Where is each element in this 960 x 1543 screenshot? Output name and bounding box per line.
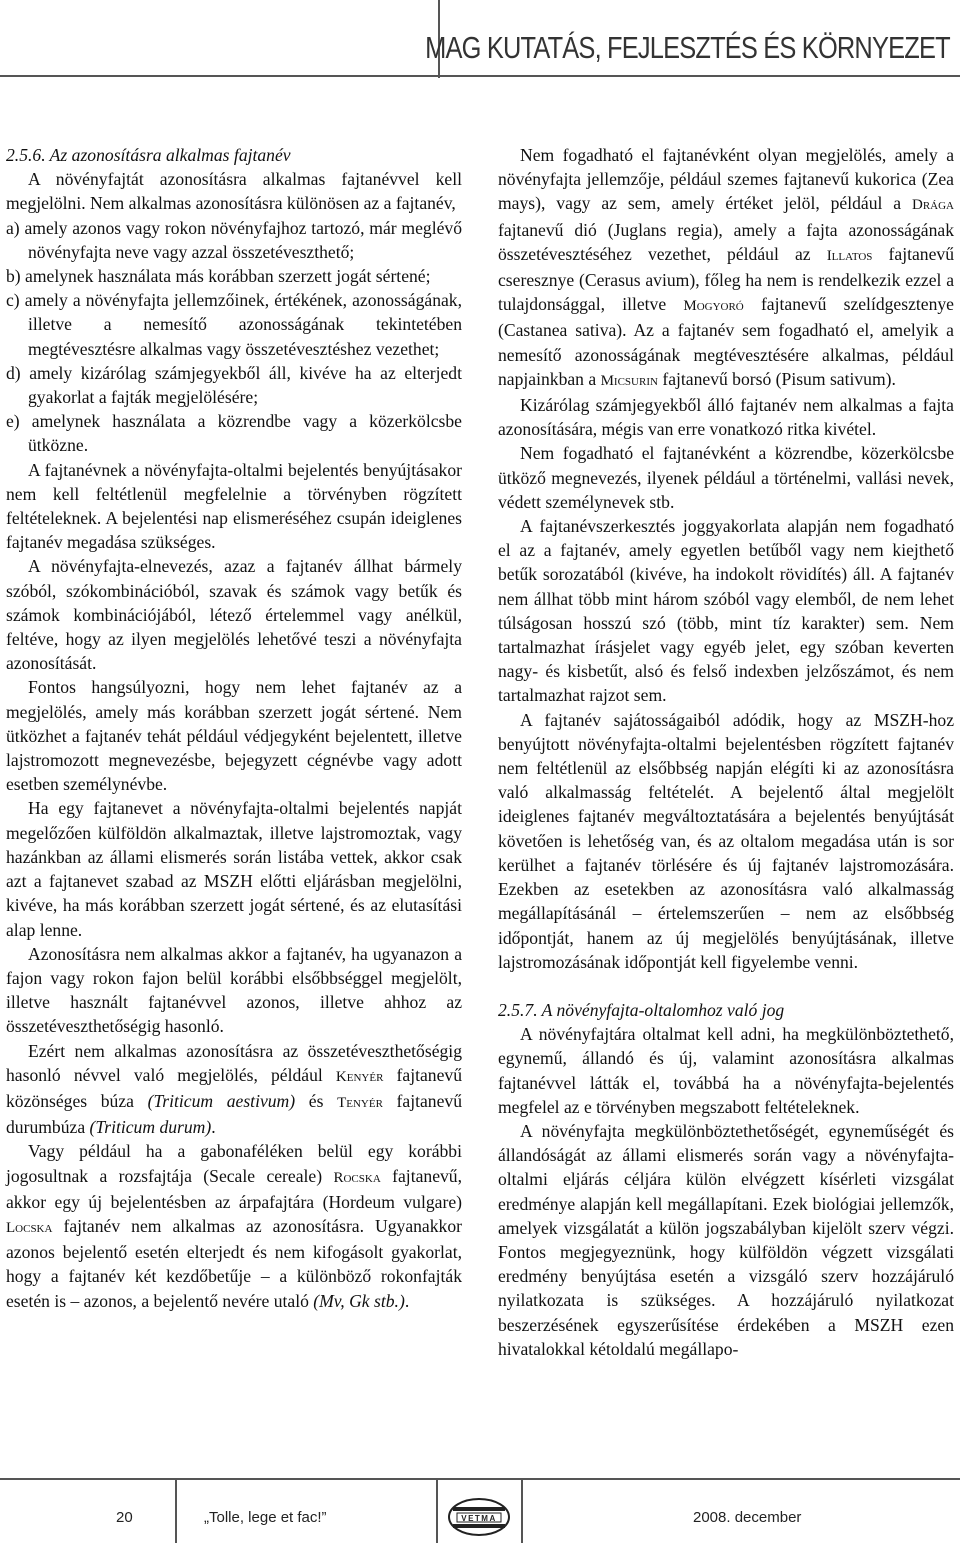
- variety-name: Rocska: [333, 1169, 381, 1186]
- paragraph: A fajtanévszerkesztés joggyakorlata alapján nem fogadható el az a fajtanév, amely egyetlen betűből vagy nem kiejthető betűk sorozatából (kivéve, ha indokolt rövidítés) áll. A fajtanév nem állhat több mint három szóból vagy elemből, de nem lehet túlságosan hosszú szó (több, mint tíz karakter) sem. Nem tartalmazhat írásjelet vagy egyéb jelet, egy szóban keverten nagy- és kisbetűt, alsó és felső indexben jelzőszámot, és nem tartalmazhat rajzot sem.: [498, 516, 954, 706]
- paragraph: A fajtanév sajátosságaiból adódik, hogy az MSZH-hoz benyújtott növényfajta-oltalmi bejelentésben rögzített fajtanév nem feltétlenül az elsőbbség napján elégíti ki az azonosításra való alkalmasság feltételét. A bejelentő által megjelölt ideiglenes fajtanév megváltoztatására a bejelentés benyújtását követően is lehetőség van, és az oltalom megadása után is sor kerülhet a fajtanév törlésére és új fajtanév lajstromozására. Ezekben az esetekben az azonosításra való alkalmasság megállapításánál – értelemszerűen – nem az elsőbbség időpontját, hanem az új megjelölés benyújtásának, illetve lajstromozásának időpontját kell figyelembe venni.: [498, 709, 954, 972]
- paragraph: Ha egy fajtanevet a növényfajta-oltalmi bejelentés napját megelőzően külföldön alkalmaztak, illetve lajstromoztak, vagy hazánkban az állami elismerés során listába vettek, akkor csak azt a fajtanevet szabad az MSZH előtti eljárásban megjelölni, kivéve, ha más korábban szerzett jogát sértené, és az elutasítási alap lenne.: [6, 798, 462, 940]
- text-run: fajtanév nem alkalmas az azonosításra. Ugyanakkor azonos bejelentő esetén elterjedt és nem kifogásolt gyakorlat, hogy a fajtanév két kezdőbetűje – a különböző rokonfajták esetén is – azonos, a bejelentő nevére utaló: [6, 1215, 462, 1311]
- text-run: fajtanevű közönséges búza: [6, 1064, 462, 1111]
- abbreviation-example: (Mv, Gk stb.): [313, 1290, 405, 1311]
- paragraph: Fontos hangsúlyozni, hogy nem lehet fajtanév az a megjelölés, amely más korábban szerzett jogát sértené. Nem ütközhet a fajtanév tehát például védjegyként bejelentett, illetve lajstromozott megnevezésbe, bejegyzett cégnévbe vagy adott esetben személynévbe.: [6, 677, 462, 795]
- list-item: a) amely azonos vagy rokon növényfajhoz tartozó, már meglévő növényfajta neve vagy azzal összetéveszthető;: [6, 217, 462, 262]
- paragraph: [6, 1039, 462, 1140]
- text-run: fajtanevű durumbúza: [6, 1090, 462, 1138]
- paragraph: A fajtanévnek a növényfajta-oltalmi bejelentés benyújtásakor nem kell feltétlenül megfelelnie a törvényben rögzített feltételeknek. A bejelentési nap elismeréséhez csupán ideiglenes fajtanév megadása szükséges.: [6, 459, 462, 553]
- footer-separator: [175, 1480, 177, 1543]
- text-run: Ezért nem alkalmas azonosításra az összetéveszthetőségig hasonló névvel való megjelölés, például: [6, 1040, 462, 1085]
- page-number: 20: [116, 1509, 133, 1526]
- section-heading-2-5-6: 2.5.6. Az azonosításra alkalmas fajtanév: [6, 145, 291, 165]
- paragraph: Azonosításra nem alkalmas akkor a fajtanév, ha ugyanazon a fajon vagy rokon fajon belül korábbi elsőbbséggel megjelölt, illetve használt fajtanévvel azonos, illetve ahhoz az összetéveszthetőségig hasonló.: [6, 943, 462, 1037]
- latin-name: (Triticum aestivum): [147, 1090, 296, 1111]
- logo-text: VETMA: [461, 1514, 497, 1523]
- footer-separator: [521, 1480, 523, 1543]
- footer-divider: [0, 1478, 960, 1480]
- section-heading-2-5-7: 2.5.7. A növényfajta-oltalomhoz való jog: [498, 999, 785, 1020]
- list-item: d) amely kizárólag számjegyekből áll, kivéve ha az elterjedt gyakorlat a fajták megjelölésére;: [6, 362, 462, 408]
- footer-separator: [436, 1480, 438, 1543]
- text-run: fajtanevű cseresznye (Cerasus avium), főleg ha nem is rendelkezik ezzel a tulajdonsággal, illetve: [498, 243, 954, 315]
- variety-name: Locska: [6, 1219, 53, 1236]
- text-run: fajtanevű dió (Juglans regia), amely a fajta azonosságának összetévesztéséhez vezethet, például az: [498, 219, 954, 264]
- text-run: Nem fogadható el fajtanévként olyan megjelölés, amely a növényfajta jellemzője, például szemes fajtanevű kukorica (Zea mays), vagy az sem, amely értéket jelöl, például a: [498, 145, 954, 214]
- list-item: b) amelynek használata más korábban szerzett jogát sértené;: [6, 266, 431, 287]
- variety-name: Micsurin: [600, 372, 658, 389]
- text-run: fajtanevű szelídgesztenye (Castanea sativa). Az a fajtanév sem fogadható el, amelyik a nemesítő azonosságának megtévesztésére alkalmas, például napjainkban a: [498, 294, 954, 389]
- publisher-logo-icon: [447, 1497, 511, 1537]
- paragraph: [498, 143, 954, 393]
- text-run: fajtanevű, akkor egy új bejelentésben az árpafajtára (Hordeum vulgare): [6, 1165, 462, 1212]
- paragraph: Nem fogadható el fajtanévként a közrendbe, közerkölcsbe ütköző megnevezés, ilyenek például a történelmi, vallási nevek, védett személynevek stb.: [498, 443, 954, 512]
- paragraph: [6, 1139, 462, 1312]
- text-run: .: [404, 1290, 410, 1311]
- journal-title: MAG KUTATÁS, FEJLESZTÉS ÉS KÖRNYEZET: [425, 30, 950, 65]
- text-run: fajtanevű borsó (Pisum sativum).: [657, 368, 896, 389]
- footer-date: 2008. december: [693, 1509, 802, 1526]
- latin-name: (Triticum durum): [89, 1117, 212, 1138]
- list-item: e) amelynek használata a közrendbe vagy a közerkölcsbe ütközne.: [6, 411, 462, 456]
- paragraph: A növényfajta megkülönböztethetőségét, egyneműségét és állandóságát az állami elismerés során vagy a növényfajta-oltalmi eljárás céljára külön elvégzett kísérleti vizsgálat eredménye alapján kell megállapítani. Ezek biológiai jellemzők, amelyek vizsgálatát a külön jogszabályban kijelölt szerv végzi. Fontos megjegyeznünk, hogy külföldön végzett vizsgálati eredmény benyújtása esetén a vizsgáló szerv hozzájáruló nyilatkozata is szükséges. A hozzájáruló nyilatkozat beszerzésének egyszerűsítése érdekében a MSZH ezen hivatalokkal kétoldalú megállapo-: [498, 1120, 954, 1359]
- text-run: .: [211, 1117, 216, 1138]
- paragraph: A növényfajtára oltalmat kell adni, ha megkülönböztethető, egynemű, állandó és új, valamint azonosításra alkalmas fajtanévvel látták el, továbbá ha a növényfajta-bejelentés megfelel az e törvényben megszabott feltételeknek.: [498, 1024, 954, 1117]
- variety-name: Mogyoró: [683, 298, 744, 315]
- paragraph: A növényfajtát azonosításra alkalmas fajtanévvel kell megjelölni. Nem alkalmas azonosításra különösen az a fajtanév,: [6, 169, 462, 214]
- variety-name: Illatos: [826, 247, 873, 264]
- paragraph: Kizárólag számjegyekből álló fajtanév nem alkalmas a fajta azonosítására, mégis van erre vonatkozó ritka kivétel.: [498, 395, 954, 440]
- text-run: és: [295, 1090, 338, 1111]
- left-column: [6, 143, 462, 1313]
- text-run: Vagy például ha a gabonaféléken belül egy korábbi jogosultnak a rozsfajtája (Secale cereale): [6, 1141, 462, 1186]
- paragraph: A növényfajta-elnevezés, azaz a fajtanév állhat bármely szóból, szókombinációból, szavak és számok vagy betűk és számok kombinációjából, létező értelemmel vagy anélkül, feltéve, hogy az ilyen megjelölés lehetővé teszi a növényfajta azonosítását.: [6, 556, 462, 674]
- variety-name: Drága: [911, 197, 954, 214]
- right-column: [498, 143, 954, 1361]
- variety-name: Kenyér: [335, 1068, 384, 1085]
- list-item: c) amely a növényfajta jellemzőinek, értékének, azonosságának, illetve a nemesítő azonosságának tekintetében megtévesztésre alkalmas vagy összetévesztéshez vezethet;: [6, 290, 462, 359]
- footer-motto: „Tolle, lege et fac!”: [204, 1509, 327, 1526]
- variety-name: Tenyér: [337, 1094, 383, 1111]
- header-divider-horizontal: [0, 75, 960, 77]
